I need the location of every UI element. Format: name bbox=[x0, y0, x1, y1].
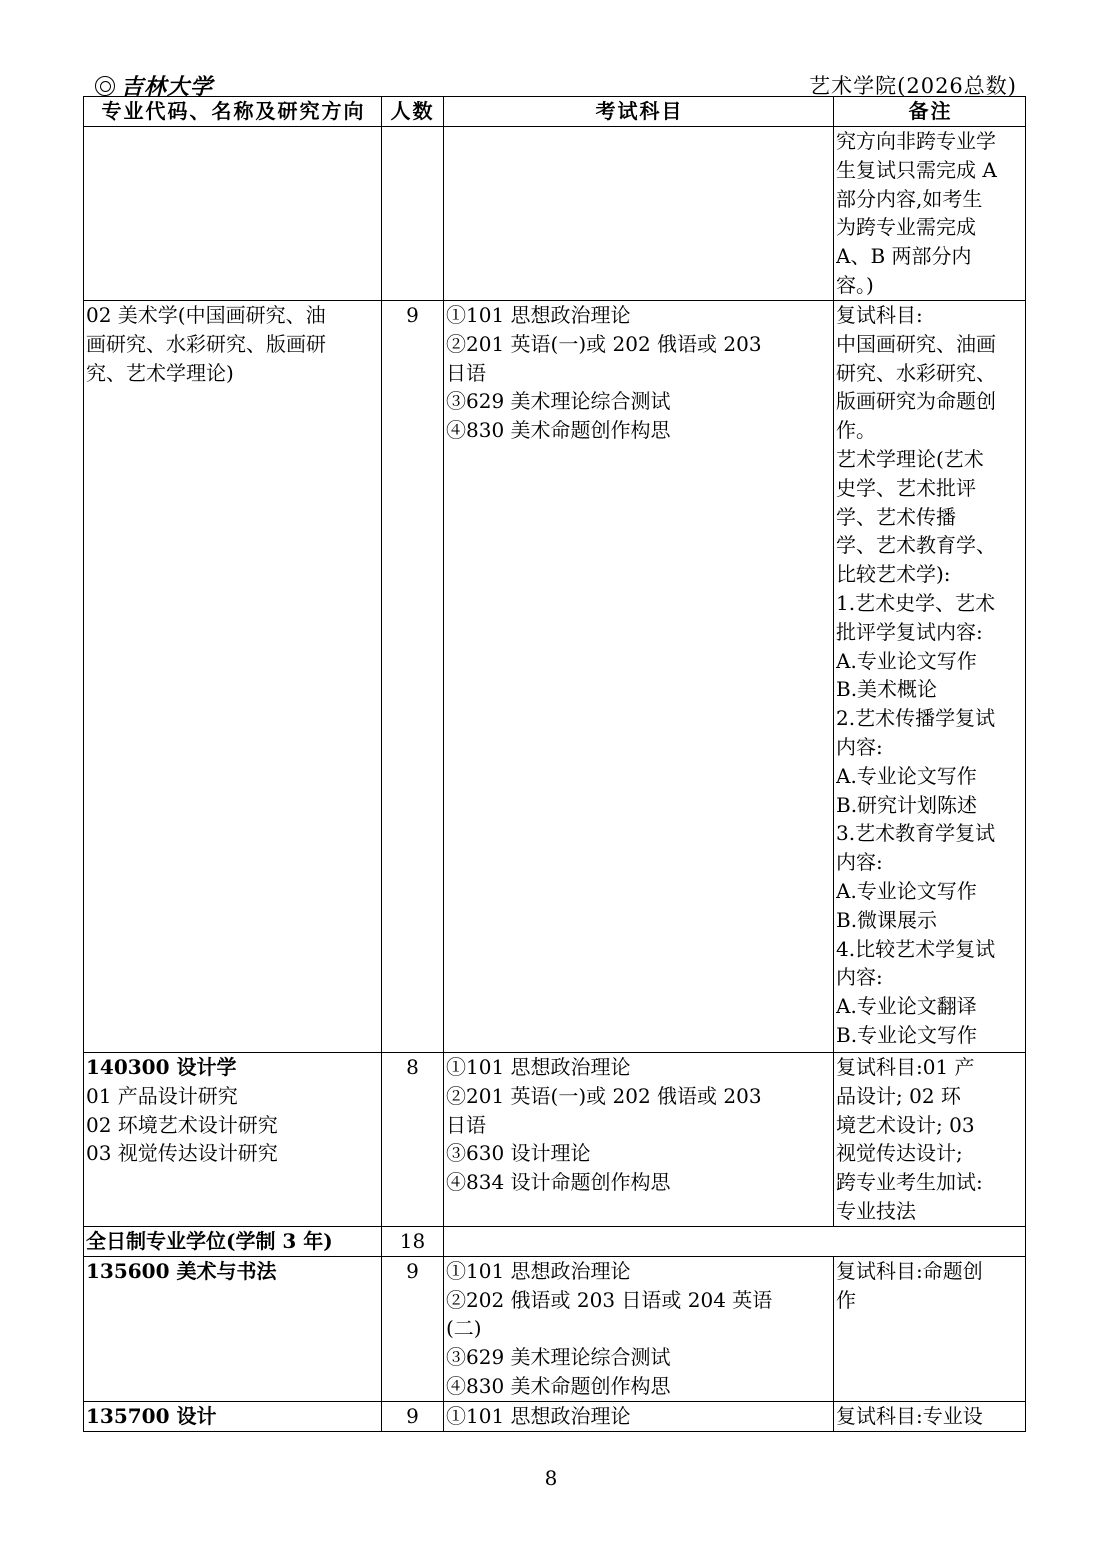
notes-line: 品设计; 02 环 bbox=[836, 1083, 961, 1108]
section-row bbox=[84, 1227, 1026, 1257]
notes-line: B.专业论文写作 bbox=[836, 1022, 978, 1047]
notes-line: A.专业论文写作 bbox=[836, 648, 977, 673]
major-title: 140300 设计学 bbox=[86, 1055, 237, 1079]
major-cell bbox=[84, 127, 382, 301]
subject-line: (二) bbox=[446, 1316, 482, 1341]
subjects-cell bbox=[444, 301, 834, 1053]
notes-line: B.研究计划陈述 bbox=[836, 792, 978, 817]
notes-line: 生复试只需完成 A bbox=[836, 157, 997, 182]
subject-line: ①101 思想政治理论 bbox=[446, 1055, 631, 1079]
notes-line: 作 bbox=[836, 1287, 856, 1312]
admission-table bbox=[83, 96, 1026, 1432]
major-line: 画研究、水彩研究、版画研 bbox=[86, 331, 326, 356]
notes-line: 跨专业考生加试: bbox=[836, 1170, 983, 1195]
subjects-cell bbox=[444, 1256, 834, 1401]
count-cell: 9 bbox=[382, 1401, 444, 1431]
count-cell: 9 bbox=[382, 1256, 444, 1401]
notes-line: 复试科目:专业设 bbox=[836, 1403, 983, 1428]
notes-line: 内容: bbox=[836, 965, 883, 990]
notes-line: 学、艺术传播 bbox=[836, 504, 956, 529]
subject-line: ②201 英语(一)或 202 俄语或 203 bbox=[446, 331, 762, 356]
notes-line: 复试科目:01 产 bbox=[836, 1055, 975, 1079]
major-line: 02 环境艺术设计研究 bbox=[86, 1112, 278, 1137]
subject-line: ③629 美术理论综合测试 bbox=[446, 389, 671, 414]
major-cell bbox=[84, 1401, 382, 1431]
subject-line: ②202 俄语或 203 日语或 204 英语 bbox=[446, 1287, 773, 1312]
notes-line: 究方向非跨专业学 bbox=[836, 129, 996, 153]
subject-line: ③629 美术理论综合测试 bbox=[446, 1345, 671, 1370]
count-cell: 9 bbox=[382, 301, 444, 1053]
column-header-major: 专业代码、名称及研究方向 bbox=[84, 97, 382, 127]
subject-line: 日语 bbox=[446, 1112, 486, 1137]
subjects-cell bbox=[444, 1053, 834, 1227]
page-number: 8 bbox=[544, 1466, 558, 1490]
notes-line: 境艺术设计; 03 bbox=[836, 1112, 975, 1137]
major-cell bbox=[84, 1256, 382, 1401]
page-section-title: 艺术学院(2026总数) bbox=[809, 74, 1017, 98]
notes-line: 容。) bbox=[836, 272, 874, 297]
notes-line: 版画研究为命题创 bbox=[836, 389, 996, 414]
notes-line: 复试科目:命题创 bbox=[836, 1258, 983, 1283]
table-row bbox=[84, 1256, 1026, 1401]
notes-cell bbox=[834, 1401, 1026, 1431]
notes-line: 视觉传达设计; bbox=[836, 1141, 963, 1166]
major-cell bbox=[84, 1053, 382, 1227]
notes-line: 4.比较艺术学复试 bbox=[836, 936, 996, 961]
notes-cell bbox=[834, 1053, 1026, 1227]
subject-line: ②201 英语(一)或 202 俄语或 203 bbox=[446, 1083, 762, 1108]
notes-line: 复试科目: bbox=[836, 303, 923, 327]
notes-line: 中国画研究、油画 bbox=[836, 331, 996, 356]
notes-line: 艺术学理论(艺术 bbox=[836, 446, 984, 471]
subject-line: ①101 思想政治理论 bbox=[446, 1258, 631, 1283]
major-title: 135600 美术与书法 bbox=[86, 1258, 277, 1283]
empty-cell bbox=[444, 1227, 1026, 1257]
notes-cell bbox=[834, 301, 1026, 1053]
notes-cell bbox=[834, 1256, 1026, 1401]
table-row bbox=[84, 1053, 1026, 1227]
notes-line: 批评学复试内容: bbox=[836, 619, 983, 644]
notes-line: 部分内容,如考生 bbox=[836, 186, 983, 211]
notes-line: 内容: bbox=[836, 850, 883, 875]
university-seal-icon bbox=[95, 76, 115, 96]
notes-line: A、B 两部分内 bbox=[836, 244, 972, 269]
notes-line: 为跨专业需完成 bbox=[836, 215, 976, 240]
subject-line: 日语 bbox=[446, 360, 486, 385]
major-title: 135700 设计 bbox=[86, 1403, 217, 1428]
column-header-count: 人数 bbox=[382, 97, 444, 127]
table-row bbox=[84, 127, 1026, 301]
notes-line: 1.艺术史学、艺术 bbox=[836, 590, 996, 615]
notes-line: 作。 bbox=[836, 418, 876, 443]
subject-line: ④830 美术命题创作构思 bbox=[446, 1373, 671, 1398]
notes-line: 专业技法 bbox=[836, 1198, 916, 1223]
notes-cell bbox=[834, 127, 1026, 301]
subject-line: ③630 设计理论 bbox=[446, 1141, 591, 1166]
notes-line: 内容: bbox=[836, 734, 883, 759]
major-line: 03 视觉传达设计研究 bbox=[86, 1141, 278, 1166]
logo-text: 吉林大学 bbox=[121, 74, 214, 100]
column-header-subjects: 考试科目 bbox=[444, 97, 834, 127]
subject-line: ①101 思想政治理论 bbox=[446, 303, 631, 327]
major-line: 究、艺术学理论) bbox=[86, 360, 234, 385]
subject-line: ①101 思想政治理论 bbox=[446, 1403, 631, 1428]
count-cell: 18 bbox=[382, 1227, 444, 1257]
column-header-notes: 备注 bbox=[834, 97, 1026, 127]
notes-line: A.专业论文写作 bbox=[836, 878, 977, 903]
subjects-cell bbox=[444, 127, 834, 301]
count-cell: 8 bbox=[382, 1053, 444, 1227]
section-title: 全日制专业学位(学制 3 年) bbox=[84, 1227, 382, 1257]
count-cell bbox=[382, 127, 444, 301]
subjects-cell bbox=[444, 1401, 834, 1431]
subject-line: ④834 设计命题创作构思 bbox=[446, 1170, 671, 1195]
notes-line: A.专业论文翻译 bbox=[836, 994, 977, 1019]
major-line: 01 产品设计研究 bbox=[86, 1083, 238, 1108]
table-header-row bbox=[84, 97, 1026, 127]
notes-line: 学、艺术教育学、 bbox=[836, 533, 996, 558]
page-header bbox=[83, 66, 1019, 100]
major-line: 02 美术学(中国画研究、油 bbox=[86, 303, 326, 327]
subject-line: ④830 美术命题创作构思 bbox=[446, 418, 671, 443]
table-row bbox=[84, 1401, 1026, 1431]
notes-line: B.美术概论 bbox=[836, 677, 938, 702]
notes-line: 3.艺术教育学复试 bbox=[836, 821, 996, 846]
notes-line: 研究、水彩研究、 bbox=[836, 360, 996, 385]
notes-line: 史学、艺术批评 bbox=[836, 475, 976, 500]
major-cell bbox=[84, 301, 382, 1053]
table-row bbox=[84, 301, 1026, 1053]
notes-line: A.专业论文写作 bbox=[836, 763, 977, 788]
notes-line: 比较艺术学): bbox=[836, 562, 951, 587]
notes-line: B.微课展示 bbox=[836, 907, 938, 932]
notes-line: 2.艺术传播学复试 bbox=[836, 706, 996, 731]
